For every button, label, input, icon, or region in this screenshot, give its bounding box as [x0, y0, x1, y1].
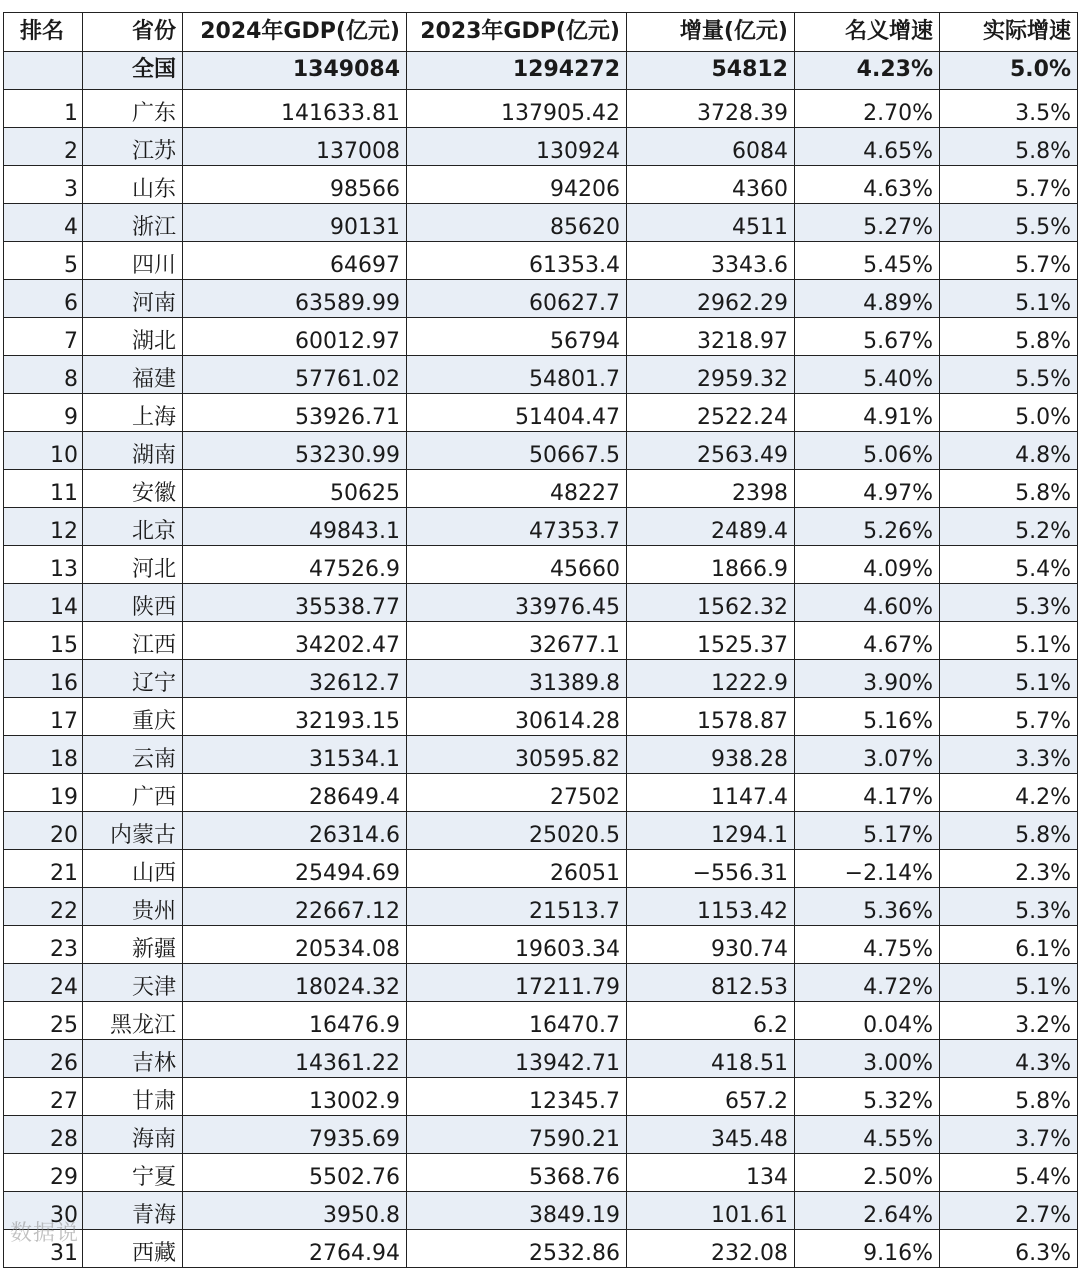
cell-real-growth: 5.8% — [940, 128, 1078, 166]
cell-increase: 930.74 — [627, 926, 795, 964]
cell-province: 江苏 — [83, 128, 183, 166]
cell-gdp-2023: 48227 — [407, 470, 627, 508]
cell-increase: 938.28 — [627, 736, 795, 774]
cell-increase: 6084 — [627, 128, 795, 166]
cell-rank: 30 — [4, 1192, 83, 1230]
cell-rank: 17 — [4, 698, 83, 736]
cell-nominal-growth: 2.50% — [795, 1154, 940, 1192]
cell-nominal-growth: 5.17% — [795, 812, 940, 850]
cell-province: 福建 — [83, 356, 183, 394]
cell-rank: 4 — [4, 204, 83, 242]
cell-increase: 3343.6 — [627, 242, 795, 280]
cell-gdp-2024: 64697 — [183, 242, 407, 280]
cell-gdp-2023: 54801.7 — [407, 356, 627, 394]
cell-nominal-growth: 4.67% — [795, 622, 940, 660]
cell-nominal-growth: 4.72% — [795, 964, 940, 1002]
cell-gdp-2024: 28649.4 — [183, 774, 407, 812]
table-row — [4, 1192, 1078, 1230]
cell-province: 湖北 — [83, 318, 183, 356]
cell-real-growth: 5.5% — [940, 356, 1078, 394]
cell-province: 海南 — [83, 1116, 183, 1154]
table-row — [4, 356, 1078, 394]
cell-gdp-2024: 3950.8 — [183, 1192, 407, 1230]
cell-province: 浙江 — [83, 204, 183, 242]
cell-province: 广东 — [83, 90, 183, 128]
cell-rank: 11 — [4, 470, 83, 508]
cell-increase: 2563.49 — [627, 432, 795, 470]
cell-nominal-growth: 3.90% — [795, 660, 940, 698]
cell-province: 四川 — [83, 242, 183, 280]
cell-gdp-2023: 137905.42 — [407, 90, 627, 128]
cell-gdp-2024: 53230.99 — [183, 432, 407, 470]
cell-gdp-2023: 5368.76 — [407, 1154, 627, 1192]
cell-increase: 1153.42 — [627, 888, 795, 926]
header-nominal-growth: 名义增速 — [795, 13, 940, 52]
cell-province: 湖南 — [83, 432, 183, 470]
cell-rank: 27 — [4, 1078, 83, 1116]
cell-rank: 20 — [4, 812, 83, 850]
cell-increase: 4360 — [627, 166, 795, 204]
cell-real-growth: 3.7% — [940, 1116, 1078, 1154]
cell-gdp-2024: 141633.81 — [183, 90, 407, 128]
cell-real-growth: 3.2% — [940, 1002, 1078, 1040]
cell-increase: 1147.4 — [627, 774, 795, 812]
cell-rank: 8 — [4, 356, 83, 394]
table-row — [4, 90, 1078, 128]
cell-nominal-growth: 9.16% — [795, 1230, 940, 1268]
table-row — [4, 204, 1078, 242]
cell-province: 宁夏 — [83, 1154, 183, 1192]
cell-province: 山东 — [83, 166, 183, 204]
table-row — [4, 1230, 1078, 1268]
table-row — [4, 318, 1078, 356]
table-row — [4, 1040, 1078, 1078]
cell-province: 上海 — [83, 394, 183, 432]
cell-province: 吉林 — [83, 1040, 183, 1078]
cell-gdp-2023: 19603.34 — [407, 926, 627, 964]
table-row — [4, 926, 1078, 964]
cell-nominal-growth: 5.36% — [795, 888, 940, 926]
cell-gdp-2024: 25494.69 — [183, 850, 407, 888]
cell-rank: 3 — [4, 166, 83, 204]
cell-gdp-2024: 47526.9 — [183, 546, 407, 584]
cell-nominal-growth: 5.16% — [795, 698, 940, 736]
table-row — [4, 280, 1078, 318]
cell-increase: 812.53 — [627, 964, 795, 1002]
table-row — [4, 660, 1078, 698]
cell-rank: 6 — [4, 280, 83, 318]
table-header — [4, 13, 1078, 52]
header-row — [4, 13, 1078, 52]
cell-real-growth: 2.7% — [940, 1192, 1078, 1230]
cell-nominal-growth: 5.67% — [795, 318, 940, 356]
cell-increase: 134 — [627, 1154, 795, 1192]
cell-gdp-2024: 49843.1 — [183, 508, 407, 546]
cell-gdp-2023: 85620 — [407, 204, 627, 242]
cell-nominal-growth: 2.64% — [795, 1192, 940, 1230]
cell-province: 全国 — [83, 52, 183, 90]
cell-real-growth: 5.1% — [940, 280, 1078, 318]
cell-nominal-growth: 2.70% — [795, 90, 940, 128]
cell-increase: 2522.24 — [627, 394, 795, 432]
cell-gdp-2024: 18024.32 — [183, 964, 407, 1002]
cell-province: 江西 — [83, 622, 183, 660]
cell-nominal-growth: 4.23% — [795, 52, 940, 90]
cell-increase: 1294.1 — [627, 812, 795, 850]
cell-real-growth: 5.2% — [940, 508, 1078, 546]
cell-nominal-growth: 3.00% — [795, 1040, 940, 1078]
cell-real-growth: 5.8% — [940, 470, 1078, 508]
cell-real-growth: 5.8% — [940, 318, 1078, 356]
cell-gdp-2023: 56794 — [407, 318, 627, 356]
national-row — [4, 52, 1078, 90]
cell-increase: −556.31 — [627, 850, 795, 888]
table-row — [4, 508, 1078, 546]
table-row — [4, 698, 1078, 736]
cell-gdp-2023: 51404.47 — [407, 394, 627, 432]
cell-province: 重庆 — [83, 698, 183, 736]
table-row — [4, 964, 1078, 1002]
cell-rank: 24 — [4, 964, 83, 1002]
cell-rank: 9 — [4, 394, 83, 432]
cell-nominal-growth: 0.04% — [795, 1002, 940, 1040]
cell-province: 内蒙古 — [83, 812, 183, 850]
cell-gdp-2023: 17211.79 — [407, 964, 627, 1002]
table-row — [4, 470, 1078, 508]
header-gdp-2024: 2024年GDP(亿元) — [183, 13, 407, 52]
cell-gdp-2023: 30614.28 — [407, 698, 627, 736]
cell-increase: 1562.32 — [627, 584, 795, 622]
cell-nominal-growth: 4.89% — [795, 280, 940, 318]
table-body — [4, 52, 1078, 1268]
cell-gdp-2024: 2764.94 — [183, 1230, 407, 1268]
cell-rank: 18 — [4, 736, 83, 774]
cell-real-growth: 5.4% — [940, 1154, 1078, 1192]
cell-gdp-2023: 32677.1 — [407, 622, 627, 660]
cell-gdp-2024: 63589.99 — [183, 280, 407, 318]
header-increase: 增量(亿元) — [627, 13, 795, 52]
cell-increase: 2959.32 — [627, 356, 795, 394]
cell-gdp-2023: 3849.19 — [407, 1192, 627, 1230]
cell-real-growth: 4.8% — [940, 432, 1078, 470]
cell-gdp-2023: 30595.82 — [407, 736, 627, 774]
cell-gdp-2024: 137008 — [183, 128, 407, 166]
cell-gdp-2024: 60012.97 — [183, 318, 407, 356]
cell-increase: 1866.9 — [627, 546, 795, 584]
cell-real-growth: 5.7% — [940, 166, 1078, 204]
gdp-table — [3, 12, 1078, 1268]
cell-gdp-2024: 90131 — [183, 204, 407, 242]
cell-rank: 2 — [4, 128, 83, 166]
cell-increase: 1222.9 — [627, 660, 795, 698]
cell-gdp-2023: 2532.86 — [407, 1230, 627, 1268]
cell-nominal-growth: 5.40% — [795, 356, 940, 394]
cell-nominal-growth: 5.45% — [795, 242, 940, 280]
cell-nominal-growth: 5.06% — [795, 432, 940, 470]
table-row — [4, 432, 1078, 470]
cell-increase: 2489.4 — [627, 508, 795, 546]
cell-real-growth: 5.1% — [940, 622, 1078, 660]
cell-real-growth: 5.8% — [940, 812, 1078, 850]
cell-rank: 25 — [4, 1002, 83, 1040]
cell-province: 陕西 — [83, 584, 183, 622]
cell-rank: 23 — [4, 926, 83, 964]
table-row — [4, 584, 1078, 622]
cell-increase: 657.2 — [627, 1078, 795, 1116]
cell-real-growth: 5.5% — [940, 204, 1078, 242]
cell-increase: 232.08 — [627, 1230, 795, 1268]
cell-real-growth: 5.3% — [940, 584, 1078, 622]
cell-gdp-2023: 13942.71 — [407, 1040, 627, 1078]
cell-nominal-growth: 5.26% — [795, 508, 940, 546]
cell-gdp-2024: 32612.7 — [183, 660, 407, 698]
cell-nominal-growth: 4.75% — [795, 926, 940, 964]
cell-gdp-2024: 50625 — [183, 470, 407, 508]
table-row — [4, 546, 1078, 584]
cell-real-growth: 5.0% — [940, 52, 1078, 90]
cell-real-growth: 5.4% — [940, 546, 1078, 584]
cell-province: 新疆 — [83, 926, 183, 964]
cell-increase: 1578.87 — [627, 698, 795, 736]
cell-nominal-growth: 4.60% — [795, 584, 940, 622]
cell-real-growth: 5.0% — [940, 394, 1078, 432]
cell-gdp-2024: 31534.1 — [183, 736, 407, 774]
cell-province: 天津 — [83, 964, 183, 1002]
cell-rank: 16 — [4, 660, 83, 698]
cell-province: 山西 — [83, 850, 183, 888]
cell-nominal-growth: 4.17% — [795, 774, 940, 812]
cell-gdp-2023: 1294272 — [407, 52, 627, 90]
cell-gdp-2023: 25020.5 — [407, 812, 627, 850]
cell-nominal-growth: 4.63% — [795, 166, 940, 204]
cell-gdp-2023: 31389.8 — [407, 660, 627, 698]
cell-increase: 3728.39 — [627, 90, 795, 128]
table-row — [4, 1078, 1078, 1116]
cell-real-growth: 5.8% — [940, 1078, 1078, 1116]
cell-gdp-2023: 7590.21 — [407, 1116, 627, 1154]
cell-real-growth: 6.1% — [940, 926, 1078, 964]
cell-real-growth: 5.7% — [940, 242, 1078, 280]
cell-gdp-2023: 45660 — [407, 546, 627, 584]
page — [0, 12, 1080, 1266]
cell-gdp-2024: 1349084 — [183, 52, 407, 90]
cell-gdp-2024: 53926.71 — [183, 394, 407, 432]
cell-gdp-2024: 5502.76 — [183, 1154, 407, 1192]
cell-nominal-growth: 3.07% — [795, 736, 940, 774]
table-row — [4, 166, 1078, 204]
cell-gdp-2023: 50667.5 — [407, 432, 627, 470]
cell-nominal-growth: 4.97% — [795, 470, 940, 508]
cell-gdp-2024: 7935.69 — [183, 1116, 407, 1154]
cell-gdp-2023: 33976.45 — [407, 584, 627, 622]
header-rank: 排名 — [4, 13, 83, 52]
cell-rank: 15 — [4, 622, 83, 660]
cell-rank: 31 — [4, 1230, 83, 1268]
cell-increase: 1525.37 — [627, 622, 795, 660]
cell-gdp-2023: 21513.7 — [407, 888, 627, 926]
cell-province: 青海 — [83, 1192, 183, 1230]
cell-increase: 101.61 — [627, 1192, 795, 1230]
cell-province: 安徽 — [83, 470, 183, 508]
table-row — [4, 850, 1078, 888]
cell-gdp-2024: 13002.9 — [183, 1078, 407, 1116]
cell-gdp-2023: 16470.7 — [407, 1002, 627, 1040]
cell-increase: 6.2 — [627, 1002, 795, 1040]
cell-gdp-2024: 14361.22 — [183, 1040, 407, 1078]
cell-increase: 54812 — [627, 52, 795, 90]
cell-province: 河南 — [83, 280, 183, 318]
cell-gdp-2023: 26051 — [407, 850, 627, 888]
cell-rank: 7 — [4, 318, 83, 356]
cell-real-growth: 3.5% — [940, 90, 1078, 128]
cell-gdp-2024: 35538.77 — [183, 584, 407, 622]
cell-nominal-growth: 4.65% — [795, 128, 940, 166]
cell-nominal-growth: 4.91% — [795, 394, 940, 432]
cell-gdp-2024: 22667.12 — [183, 888, 407, 926]
cell-real-growth: 3.3% — [940, 736, 1078, 774]
header-gdp-2023: 2023年GDP(亿元) — [407, 13, 627, 52]
cell-increase: 3218.97 — [627, 318, 795, 356]
table-row — [4, 888, 1078, 926]
cell-real-growth: 5.1% — [940, 660, 1078, 698]
cell-province: 北京 — [83, 508, 183, 546]
cell-province: 辽宁 — [83, 660, 183, 698]
table-row — [4, 394, 1078, 432]
cell-province: 河北 — [83, 546, 183, 584]
cell-gdp-2023: 61353.4 — [407, 242, 627, 280]
cell-gdp-2023: 12345.7 — [407, 1078, 627, 1116]
cell-rank: 29 — [4, 1154, 83, 1192]
cell-rank: 14 — [4, 584, 83, 622]
cell-rank: 5 — [4, 242, 83, 280]
cell-increase: 2398 — [627, 470, 795, 508]
cell-real-growth: 6.3% — [940, 1230, 1078, 1268]
table-row — [4, 736, 1078, 774]
cell-increase: 345.48 — [627, 1116, 795, 1154]
cell-nominal-growth: 4.09% — [795, 546, 940, 584]
cell-real-growth: 5.7% — [940, 698, 1078, 736]
cell-rank: 26 — [4, 1040, 83, 1078]
cell-gdp-2023: 130924 — [407, 128, 627, 166]
cell-rank — [4, 52, 83, 90]
cell-province: 云南 — [83, 736, 183, 774]
cell-province: 贵州 — [83, 888, 183, 926]
cell-gdp-2024: 16476.9 — [183, 1002, 407, 1040]
cell-nominal-growth: 5.32% — [795, 1078, 940, 1116]
cell-province: 黑龙江 — [83, 1002, 183, 1040]
cell-rank: 28 — [4, 1116, 83, 1154]
cell-rank: 10 — [4, 432, 83, 470]
table-row — [4, 622, 1078, 660]
cell-real-growth: 4.3% — [940, 1040, 1078, 1078]
cell-rank: 12 — [4, 508, 83, 546]
cell-rank: 19 — [4, 774, 83, 812]
cell-rank: 13 — [4, 546, 83, 584]
cell-gdp-2024: 34202.47 — [183, 622, 407, 660]
cell-rank: 1 — [4, 90, 83, 128]
cell-real-growth: 5.1% — [940, 964, 1078, 1002]
table-row — [4, 242, 1078, 280]
cell-increase: 4511 — [627, 204, 795, 242]
table-row — [4, 812, 1078, 850]
cell-rank: 21 — [4, 850, 83, 888]
cell-real-growth: 5.3% — [940, 888, 1078, 926]
cell-gdp-2023: 27502 — [407, 774, 627, 812]
watermark: 数据说 — [10, 1221, 80, 1246]
table-row — [4, 1154, 1078, 1192]
table-row — [4, 1002, 1078, 1040]
cell-gdp-2024: 98566 — [183, 166, 407, 204]
table-row — [4, 128, 1078, 166]
cell-rank: 22 — [4, 888, 83, 926]
cell-province: 甘肃 — [83, 1078, 183, 1116]
cell-nominal-growth: 5.27% — [795, 204, 940, 242]
cell-increase: 418.51 — [627, 1040, 795, 1078]
cell-real-growth: 2.3% — [940, 850, 1078, 888]
cell-nominal-growth: −2.14% — [795, 850, 940, 888]
table-row — [4, 1116, 1078, 1154]
table-row — [4, 774, 1078, 812]
cell-gdp-2023: 60627.7 — [407, 280, 627, 318]
cell-gdp-2024: 20534.08 — [183, 926, 407, 964]
cell-nominal-growth: 4.55% — [795, 1116, 940, 1154]
header-province: 省份 — [83, 13, 183, 52]
cell-increase: 2962.29 — [627, 280, 795, 318]
cell-gdp-2024: 57761.02 — [183, 356, 407, 394]
header-real-growth: 实际增速 — [940, 13, 1078, 52]
cell-gdp-2023: 47353.7 — [407, 508, 627, 546]
cell-gdp-2024: 26314.6 — [183, 812, 407, 850]
cell-province: 西藏 — [83, 1230, 183, 1268]
cell-real-growth: 4.2% — [940, 774, 1078, 812]
cell-province: 广西 — [83, 774, 183, 812]
cell-gdp-2023: 94206 — [407, 166, 627, 204]
cell-gdp-2024: 32193.15 — [183, 698, 407, 736]
